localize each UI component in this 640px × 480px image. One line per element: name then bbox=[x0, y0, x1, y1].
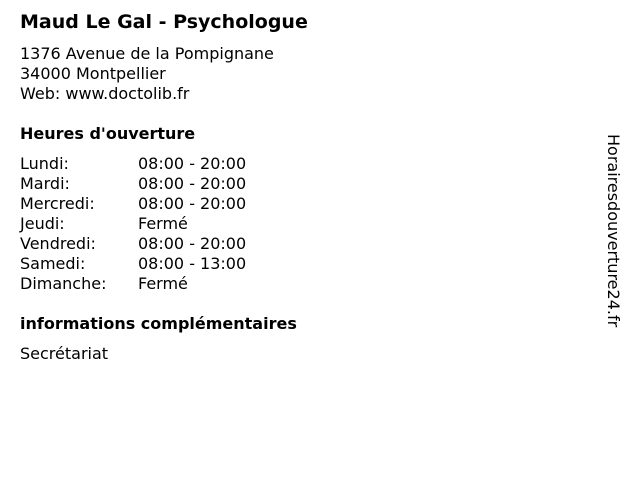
hours-day: Mercredi: bbox=[20, 194, 95, 213]
hours-day: Vendredi: bbox=[20, 234, 96, 253]
hours-time: Fermé bbox=[138, 214, 188, 233]
hours-time: 08:00 - 20:00 bbox=[138, 234, 247, 253]
hours-row bbox=[20, 174, 246, 194]
hours-day: Dimanche: bbox=[20, 274, 107, 293]
address-city: 34000 Montpellier bbox=[20, 64, 166, 83]
hours-time: 08:00 - 20:00 bbox=[138, 154, 247, 173]
hours-time: 08:00 - 20:00 bbox=[138, 194, 247, 213]
hours-time: 08:00 - 13:00 bbox=[138, 254, 247, 273]
hours-row bbox=[20, 154, 246, 174]
address-street: 1376 Avenue de la Pompignane bbox=[20, 44, 274, 63]
info-heading: informations complémentaires bbox=[20, 314, 297, 333]
info-text: Secrétariat bbox=[20, 344, 109, 363]
watermark-text: Horairesdouverture24.fr bbox=[604, 134, 623, 328]
hours-day: Samedi: bbox=[20, 254, 86, 273]
hours-row bbox=[20, 234, 246, 254]
hours-row bbox=[20, 254, 246, 274]
hours-time: Fermé bbox=[138, 274, 188, 293]
address-web: Web: www.doctolib.fr bbox=[20, 84, 190, 103]
page-title: Maud Le Gal - Psychologue bbox=[20, 11, 308, 33]
hours-time: 08:00 - 20:00 bbox=[138, 174, 247, 193]
hours-day: Jeudi: bbox=[20, 214, 65, 233]
hours-row bbox=[20, 194, 246, 214]
hours-day: Lundi: bbox=[20, 154, 69, 173]
address-block bbox=[20, 44, 274, 104]
hours-day: Mardi: bbox=[20, 174, 70, 193]
hours-row bbox=[20, 214, 246, 234]
hours-table bbox=[20, 154, 246, 294]
hours-row bbox=[20, 274, 246, 294]
hours-heading: Heures d'ouverture bbox=[20, 124, 196, 143]
